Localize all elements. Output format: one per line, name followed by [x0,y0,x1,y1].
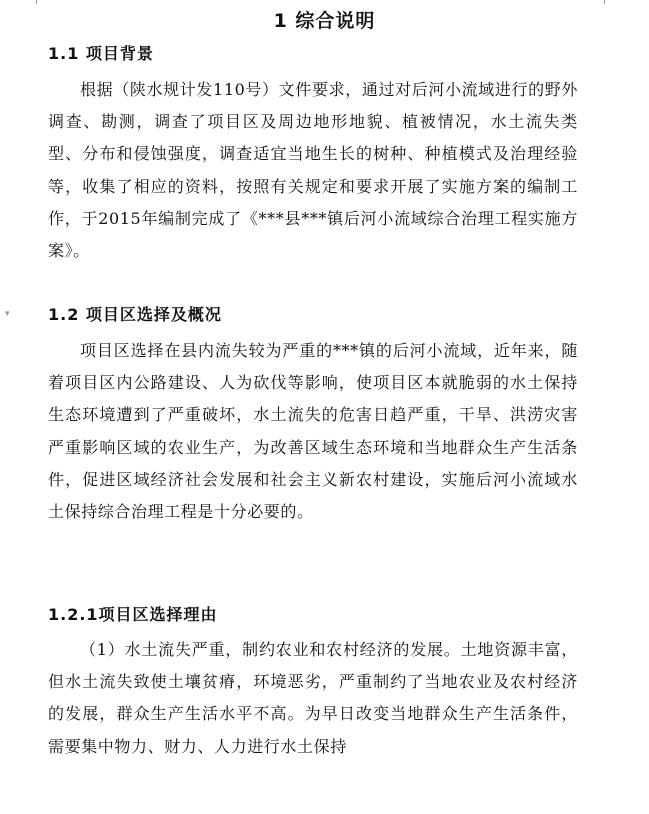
section-paragraph-1-2: 项目区选择在县内流失较为严重的***镇的后河小流域，近年来，随着项目区内公路建设、人为砍伐等影响，使项目区本就脆弱的水土保持生态环境遭到了严重破坏，水土流失的危害日趋严重，干旱、洪涝灾害严重影响区域的农业生产，为改善区域生态环境和当地群众生产生活条件，促进区域经济社会发展和社会主义新农村建设，实施后河小流域水土保持综合治理工程是十分必要的。 [48,341,578,522]
margin-marker: ▾ [5,309,10,319]
section-heading-1-1: 1.1 项目背景 [48,44,154,63]
crop-mark-right [604,0,605,4]
section-paragraph-1-1: 根据（陕水规计发110号）文件要求，通过对后河小流域进行的野外调查、勘测，调查了项目区及周边地形地貌、植被情况，水土流失类型、分布和侵蚀强度，调查适宜当地生长的树种、种植模式及治理经验等，收集了相应的资料，按照有关规定和要求开展了实施方案的编制工作，于2015年编制完成了《***县***镇后河小流域综合治理工程实施方案》。 [48,80,578,261]
section-paragraph-1-2-1: （1）水土流失严重，制约农业和农村经济的发展。土地资源丰富，但水土流失致使土壤贫瘠，环境恶劣，严重制约了当地农业及农村经济的发展，群众生产生活水平不高。为早日改变当地群众生产生活条件，需要集中物力、财力、人力进行水土保持 [48,640,578,756]
section-heading-1-2: 1.2 项目区选择及概况 [48,305,222,324]
section-heading-1-2-1: 1.2.1项目区选择理由 [48,605,218,624]
crop-mark-left [36,0,37,4]
document-title: 1 综合说明 [273,10,376,32]
